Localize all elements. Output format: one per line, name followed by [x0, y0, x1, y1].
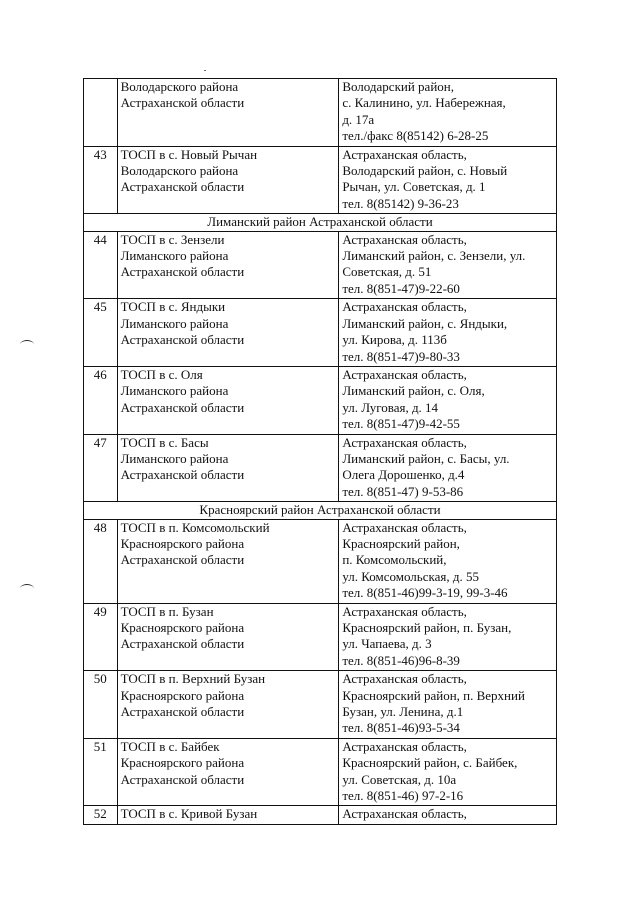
- office-address-line: Астраханская область,: [342, 671, 467, 687]
- office-name: [117, 146, 339, 214]
- office-name-line: Лиманского района: [120, 450, 229, 466]
- office-name: [117, 434, 339, 502]
- table-row: [84, 146, 557, 214]
- office-address: [339, 299, 557, 367]
- office-address-line: тел. 8(851-46)93-5-34: [342, 720, 460, 736]
- office-address-line: Астраханская область,: [342, 299, 467, 315]
- office-name: [117, 806, 339, 824]
- office-address-line: д. 17а: [342, 111, 375, 127]
- office-address-line: Астраханская область,: [342, 231, 467, 247]
- office-address-line: с. Калинино, ул. Набережная,: [342, 95, 506, 111]
- office-address-line: Астраханская область,: [342, 366, 467, 382]
- office-address-line: тел. 8(851-47)9-42-55: [342, 416, 460, 432]
- office-name-line: Астраханской области: [120, 636, 245, 652]
- district-header-row: [84, 214, 557, 231]
- office-address-line: Володарский район,: [342, 79, 454, 94]
- office-address-line: Астраханская область,: [342, 146, 467, 162]
- office-name-line: ТОСП в с. Зензели: [120, 231, 225, 247]
- table-row: [84, 671, 557, 739]
- office-address: [339, 738, 557, 806]
- office-name: [117, 231, 339, 299]
- office-name-line: Астраханской области: [120, 771, 245, 787]
- row-number: [84, 79, 118, 147]
- office-name-line: Астраханской области: [120, 264, 245, 280]
- office-address: [339, 231, 557, 299]
- office-name-line: ТОСП в п. Верхний Бузан: [120, 671, 266, 687]
- scan-hole-mark: [20, 340, 34, 349]
- office-name-line: ТОСП в с. Кривой Бузан: [120, 806, 258, 822]
- row-number: 46: [84, 366, 118, 434]
- office-name-line: Астраханской области: [120, 552, 245, 568]
- scan-speck: [204, 70, 206, 71]
- office-address-line: тел./факс 8(85142) 6-28-25: [342, 128, 489, 144]
- office-name-line: Астраханской области: [120, 179, 245, 195]
- table-row: [84, 366, 557, 434]
- office-address-line: Астраханская область,: [342, 806, 467, 822]
- office-address-line: тел. 8(85142) 9-36-23: [342, 195, 459, 211]
- office-address-line: Советская, д. 51: [342, 264, 432, 280]
- scan-hole-mark: [20, 584, 34, 593]
- office-name-line: Красноярского района: [120, 535, 245, 551]
- office-address-line: Лиманский район, с. Зензели, ул.: [342, 248, 526, 264]
- row-number: 49: [84, 603, 118, 671]
- offices-table-body: [84, 79, 557, 825]
- office-address-line: Астраханская область,: [342, 738, 467, 754]
- office-address-line: тел. 8(851-46) 97-2-16: [342, 788, 464, 804]
- office-address: [339, 671, 557, 739]
- office-address-line: ул. Чапаева, д. 3: [342, 636, 432, 652]
- office-address-line: Володарский район, с. Новый: [342, 163, 508, 179]
- row-number: 44: [84, 231, 118, 299]
- office-name-line: ТОСП в с. Оля: [120, 366, 203, 382]
- office-address-line: тел. 8(851-46)99-3-19, 99-3-46: [342, 585, 508, 601]
- table-row: [84, 738, 557, 806]
- office-address: [339, 603, 557, 671]
- row-number: 51: [84, 738, 118, 806]
- offices-table: [83, 78, 557, 825]
- office-address-line: ул. Советская, д. 10а: [342, 771, 457, 787]
- office-name: [117, 366, 339, 434]
- office-name-line: Красноярского района: [120, 755, 245, 771]
- district-title: Лиманский район Астраханской области: [84, 214, 557, 231]
- office-name: [117, 738, 339, 806]
- office-name-line: Лиманского района: [120, 315, 229, 331]
- office-address-line: Лиманский район, с. Басы, ул.: [342, 450, 510, 466]
- office-name-line: ТОСП в с. Новый Рычан: [120, 146, 258, 162]
- office-address-line: тел. 8(851-47) 9-53-86: [342, 483, 464, 499]
- office-address: [339, 434, 557, 502]
- office-name-line: Володарского района: [120, 163, 239, 179]
- office-name-line: Володарского района: [120, 79, 239, 94]
- office-name-line: Лиманского района: [120, 248, 229, 264]
- office-name-line: Астраханской области: [120, 704, 245, 720]
- office-address-line: Астраханская область,: [342, 434, 467, 450]
- table-row: [84, 79, 557, 147]
- office-address-line: Астраханская область,: [342, 603, 467, 619]
- office-address: [339, 519, 557, 603]
- office-address-line: ул. Луговая, д. 14: [342, 399, 439, 415]
- office-address-line: ул. Кирова, д. 113б: [342, 332, 447, 348]
- office-address-line: Рычан, ул. Советская, д. 1: [342, 179, 486, 195]
- office-address-line: ул. Комсомольская, д. 55: [342, 568, 479, 584]
- row-number: 47: [84, 434, 118, 502]
- office-name-line: ТОСП в с. Яндыки: [120, 299, 226, 315]
- office-name: [117, 79, 339, 147]
- office-address-line: Олега Дорошенко, д.4: [342, 467, 465, 483]
- table-row: [84, 299, 557, 367]
- office-address-line: Красноярский район, п. Верхний: [342, 687, 525, 703]
- office-name-line: Красноярского района: [120, 620, 245, 635]
- office-address: [339, 806, 557, 824]
- office-name-line: Астраханской области: [120, 332, 245, 348]
- office-name: [117, 603, 339, 671]
- office-name: [117, 671, 339, 739]
- office-name-line: ТОСП в п. Комсомольский: [120, 519, 270, 535]
- office-address-line: Красноярский район, п. Бузан,: [342, 620, 512, 635]
- office-address-line: тел. 8(851-47)9-80-33: [342, 348, 460, 364]
- office-address: [339, 79, 557, 147]
- office-address: [339, 146, 557, 214]
- office-name-line: ТОСП в с. Байбек: [120, 738, 220, 754]
- row-number: 52: [84, 806, 118, 824]
- table-row: [84, 806, 557, 824]
- office-address-line: Лиманский район, с. Яндыки,: [342, 315, 508, 331]
- row-number: 45: [84, 299, 118, 367]
- office-address-line: Красноярский район,: [342, 535, 460, 551]
- office-name-line: ТОСП в с. Басы: [120, 434, 209, 450]
- office-name-line: ТОСП в п. Бузан: [120, 603, 214, 619]
- district-header-row: [84, 502, 557, 519]
- table-row: [84, 434, 557, 502]
- table-row: [84, 519, 557, 603]
- office-name-line: Астраханской области: [120, 467, 245, 483]
- district-title: Красноярский район Астраханской области: [84, 502, 557, 519]
- office-address-line: п. Комсомольский,: [342, 552, 447, 568]
- office-name-line: Астраханской области: [120, 399, 245, 415]
- office-address: [339, 366, 557, 434]
- row-number: 50: [84, 671, 118, 739]
- office-address-line: Красноярский район, с. Байбек,: [342, 755, 518, 771]
- office-address-line: тел. 8(851-47)9-22-60: [342, 280, 460, 296]
- office-address-line: тел. 8(851-46)96-8-39: [342, 652, 460, 668]
- office-name-line: Астраханской области: [120, 95, 245, 111]
- table-row: [84, 231, 557, 299]
- row-number: 43: [84, 146, 118, 214]
- office-address-line: Астраханская область,: [342, 519, 467, 535]
- office-name-line: Лиманского района: [120, 383, 229, 399]
- office-address-line: Бузан, ул. Ленина, д.1: [342, 704, 464, 720]
- row-number: 48: [84, 519, 118, 603]
- table-row: [84, 603, 557, 671]
- office-address-line: Лиманский район, с. Оля,: [342, 383, 485, 399]
- office-name-line: Красноярского района: [120, 687, 245, 703]
- office-name: [117, 519, 339, 603]
- office-name: [117, 299, 339, 367]
